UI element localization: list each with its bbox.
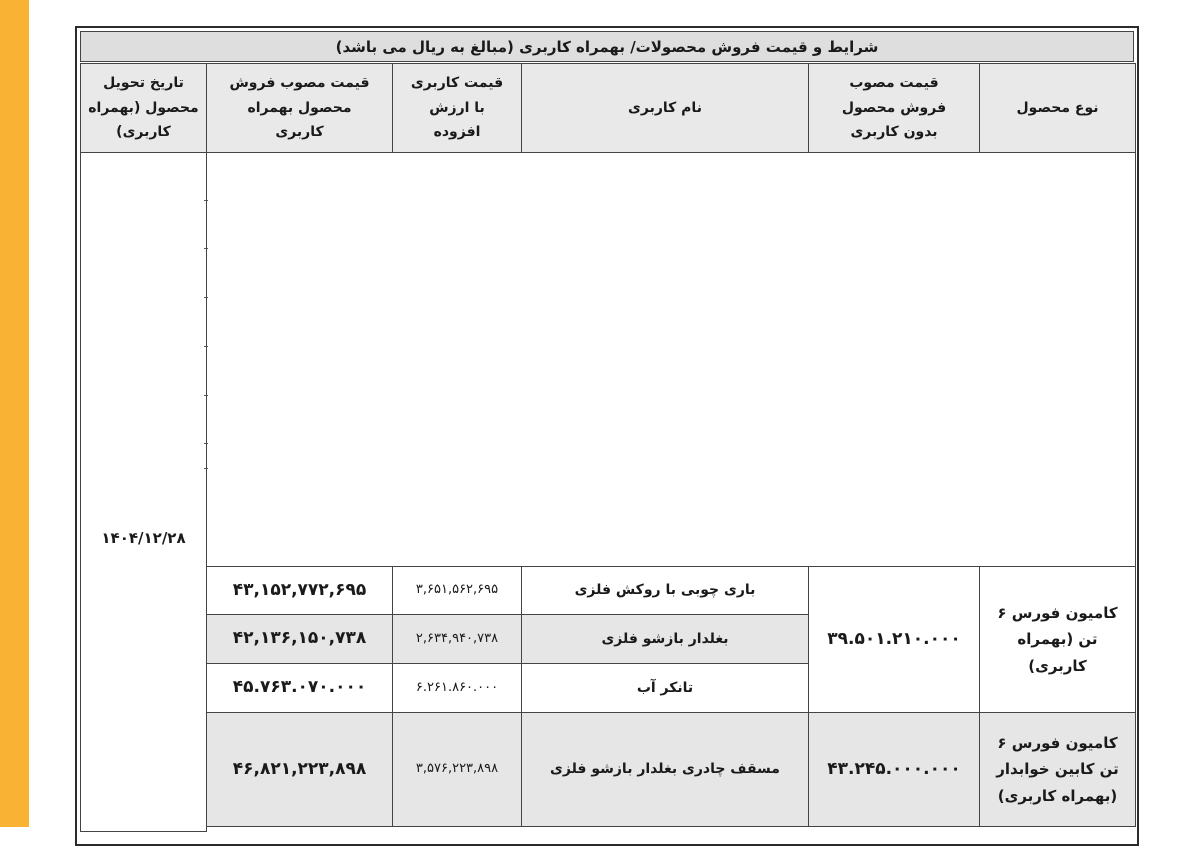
header-delivery-date: تاریخ تحویل محصول (بهمراه کاربری) [80,63,207,153]
usage-price-row-3: ۶.۲۶۱.۸۶۰.۰۰۰ [392,663,522,713]
total-price-row-2: ۴۲,۱۳۶,۱۵۰,۷۳۸ [206,614,393,664]
header-price-without-usage: قیمت مصوب فروش محصول بدون کاربری [808,63,980,153]
base-price-force-6t-sleeper: ۴۳.۲۴۵.۰۰۰.۰۰۰ [808,712,980,827]
table-title: شرایط و قیمت فروش محصولات/ بهمراه کاربری (مبالغ به ریال می باشد) [80,31,1134,62]
accent-bar [0,0,29,827]
row-tick [204,200,208,201]
header-usage-name: نام کاربری [521,63,809,153]
row-tick [204,443,208,444]
header-usage-price-vat: قیمت کاربری با ارزش افزوده [392,63,522,153]
product-force-6t: کامیون فورس ۶ تن (بهمراه کاربری) [979,566,1136,713]
row-tick [204,468,208,469]
usage-name-row-1: باری چوبی با روکش فلزی [521,566,809,615]
total-price-row-1: ۴۳,۱۵۲,۷۷۲,۶۹۵ [206,566,393,615]
base-price-force-6t: ۳۹.۵۰۱.۲۱۰.۰۰۰ [808,566,980,713]
usage-price-row-2: ۲,۶۳۴,۹۴۰,۷۳۸ [392,614,522,664]
usage-name-row-2: بغلدار بازشو فلزی [521,614,809,664]
row-tick [204,297,208,298]
header-price-with-usage: قیمت مصوب فروش محصول بهمراه کاربری [206,63,393,153]
usage-name-row-4: مسقف چادری بغلدار بازشو فلزی [521,712,809,827]
row-tick [204,248,208,249]
product-force-6t-sleeper: کامیون فورس ۶ تن کابین خوابدار (بهمراه کاربری) [979,712,1136,827]
usage-price-row-1: ۳,۶۵۱,۵۶۲,۶۹۵ [392,566,522,615]
total-price-row-4: ۴۶,۸۲۱,۲۲۳,۸۹۸ [206,712,393,827]
row-tick [204,395,208,396]
usage-price-row-4: ۳,۵۷۶,۲۲۳,۸۹۸ [392,712,522,827]
row-tick [204,346,208,347]
header-product-type: نوع محصول [979,63,1136,153]
total-price-row-3: ۴۵.۷۶۳.۰۷۰.۰۰۰ [206,663,393,713]
empty-region [206,152,1136,567]
usage-name-row-3: تانکر آب [521,663,809,713]
delivery-date-cell: ۱۴۰۴/۱۲/۲۸ [80,152,207,832]
